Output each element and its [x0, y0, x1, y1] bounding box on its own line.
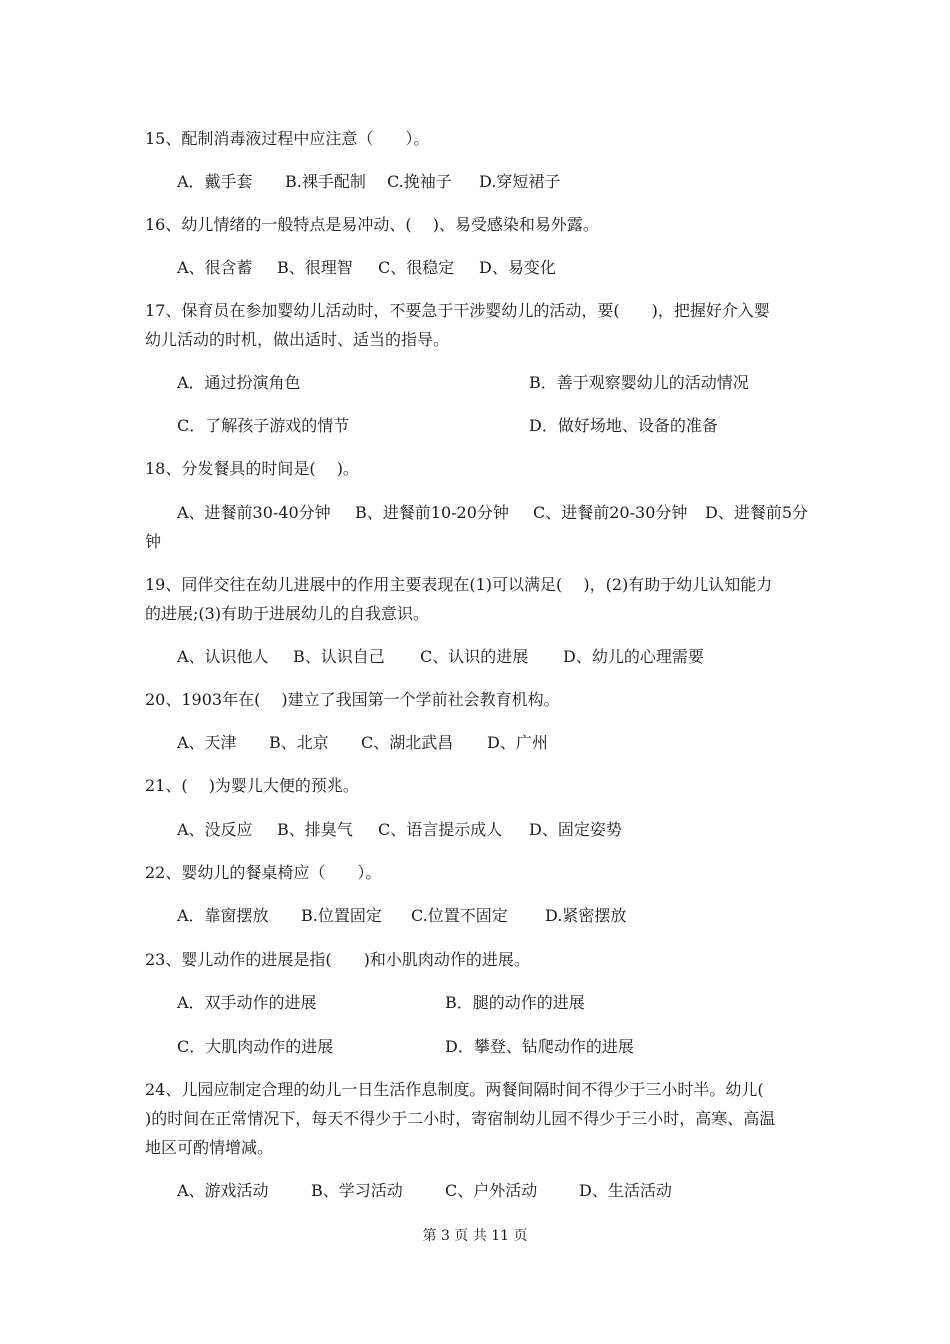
question-17-stem-line-2: 幼儿活动的时机，做出适时、适当的指导。: [145, 330, 450, 349]
question-23-option-b: B．腿的动作的进展: [445, 993, 585, 1012]
question-18-option-c: C、进餐前20-30分钟: [533, 503, 688, 522]
question-20-option-a: A、天津: [177, 733, 237, 752]
question-18-option-wrap: 钟: [145, 532, 162, 551]
question-22-stem: 22、婴幼儿的餐桌椅应（ ）。: [145, 863, 382, 882]
question-16-option-b: B、很理智: [277, 258, 353, 277]
question-15-option-d: D.穿短裙子: [479, 172, 561, 191]
question-15-option-a: A．戴手套: [177, 172, 253, 191]
question-24-option-d: D、生活活动: [579, 1181, 672, 1200]
question-24-stem-line-3: 地区可酌情增减。: [145, 1138, 274, 1157]
question-24-stem-line-2: )的时间在正常情况下，每天不得少于二小时，寄宿制幼儿园不得少于三小时，高寒、高温: [145, 1109, 776, 1128]
question-18-option-a: A、进餐前30-40分钟: [177, 503, 331, 522]
question-17-option-d: D．做好场地、设备的准备: [529, 416, 718, 435]
question-21-option-a: A、没反应: [177, 820, 253, 839]
question-16-option-d: D、易变化: [479, 258, 556, 277]
question-23-option-d: D．攀登、钻爬动作的进展: [445, 1037, 634, 1056]
question-16-stem: 16、幼儿情绪的一般特点是易冲动、( )、易受感染和易外露。: [145, 215, 599, 234]
question-20-stem: 20、1903年在( )建立了我国第一个学前社会教育机构。: [145, 690, 560, 709]
question-17-option-b: B．善于观察婴幼儿的活动情况: [529, 373, 749, 392]
question-24-option-c: C、户外活动: [445, 1181, 538, 1200]
question-19-stem-line-2: 的进展;(3)有助于进展幼儿的自我意识。: [145, 604, 430, 623]
question-22-option-b: B.位置固定: [301, 906, 382, 925]
question-15-option-c: C.挽袖子: [387, 172, 452, 191]
question-19-option-b: B、认识自己: [293, 647, 385, 666]
question-19-option-a: A、认识他人: [177, 647, 269, 666]
question-18-option-b: B、进餐前10-20分钟: [355, 503, 509, 522]
question-19-option-d: D、幼儿的心理需要: [563, 647, 704, 666]
question-17-stem-line-1: 17、保育员在参加婴幼儿活动时，不要急于干涉婴幼儿的活动，要( )，把握好介入婴: [145, 301, 770, 320]
question-16-option-c: C、很稳定: [378, 258, 455, 277]
question-18-option-d: D、进餐前5分: [705, 503, 809, 522]
question-21-stem: 21、( )为婴儿大便的预兆。: [145, 776, 359, 795]
question-18-stem: 18、分发餐具的时间是( )。: [145, 459, 359, 478]
question-24-stem-line-1: 24、儿园应制定合理的幼儿一日生活作息制度。两餐间隔时间不得少于三小时半。幼儿(: [145, 1080, 764, 1099]
question-20-option-b: B、北京: [269, 733, 329, 752]
question-21-option-c: C、语言提示成人: [378, 820, 503, 839]
page-footer: 第 3 页 共 11 页: [422, 1228, 528, 1244]
question-23-option-c: C．大肌肉动作的进展: [177, 1037, 334, 1056]
question-19-stem-line-1: 19、同伴交往在幼儿进展中的作用主要表现在(1)可以满足( )，(2)有助于幼儿认知能力: [145, 575, 773, 594]
question-17-option-c: C．了解孩子游戏的情节: [177, 416, 350, 435]
question-24-option-b: B、学习活动: [311, 1181, 403, 1200]
question-20-option-d: D、广州: [487, 733, 548, 752]
question-21-option-b: B、排臭气: [277, 820, 353, 839]
question-23-option-a: A．双手动作的进展: [177, 993, 317, 1012]
question-16-option-a: A、很含蓄: [177, 258, 253, 277]
question-19-option-c: C、认识的进展: [420, 647, 529, 666]
question-22-option-a: A．靠窗摆放: [177, 906, 269, 925]
question-20-option-c: C、湖北武昌: [361, 733, 454, 752]
question-22-option-c: C.位置不固定: [411, 906, 508, 925]
question-15-stem: 15、配制消毒液过程中应注意（ ）。: [145, 129, 430, 148]
question-24-option-a: A、游戏活动: [177, 1181, 269, 1200]
question-22-option-d: D.紧密摆放: [545, 906, 627, 925]
question-21-option-d: D、固定姿势: [529, 820, 622, 839]
question-15-option-b: B.裸手配制: [285, 172, 366, 191]
question-17-option-a: A．通过扮演角色: [177, 373, 301, 392]
question-23-stem: 23、婴儿动作的进展是指( )和小肌肉动作的进展。: [145, 950, 530, 969]
